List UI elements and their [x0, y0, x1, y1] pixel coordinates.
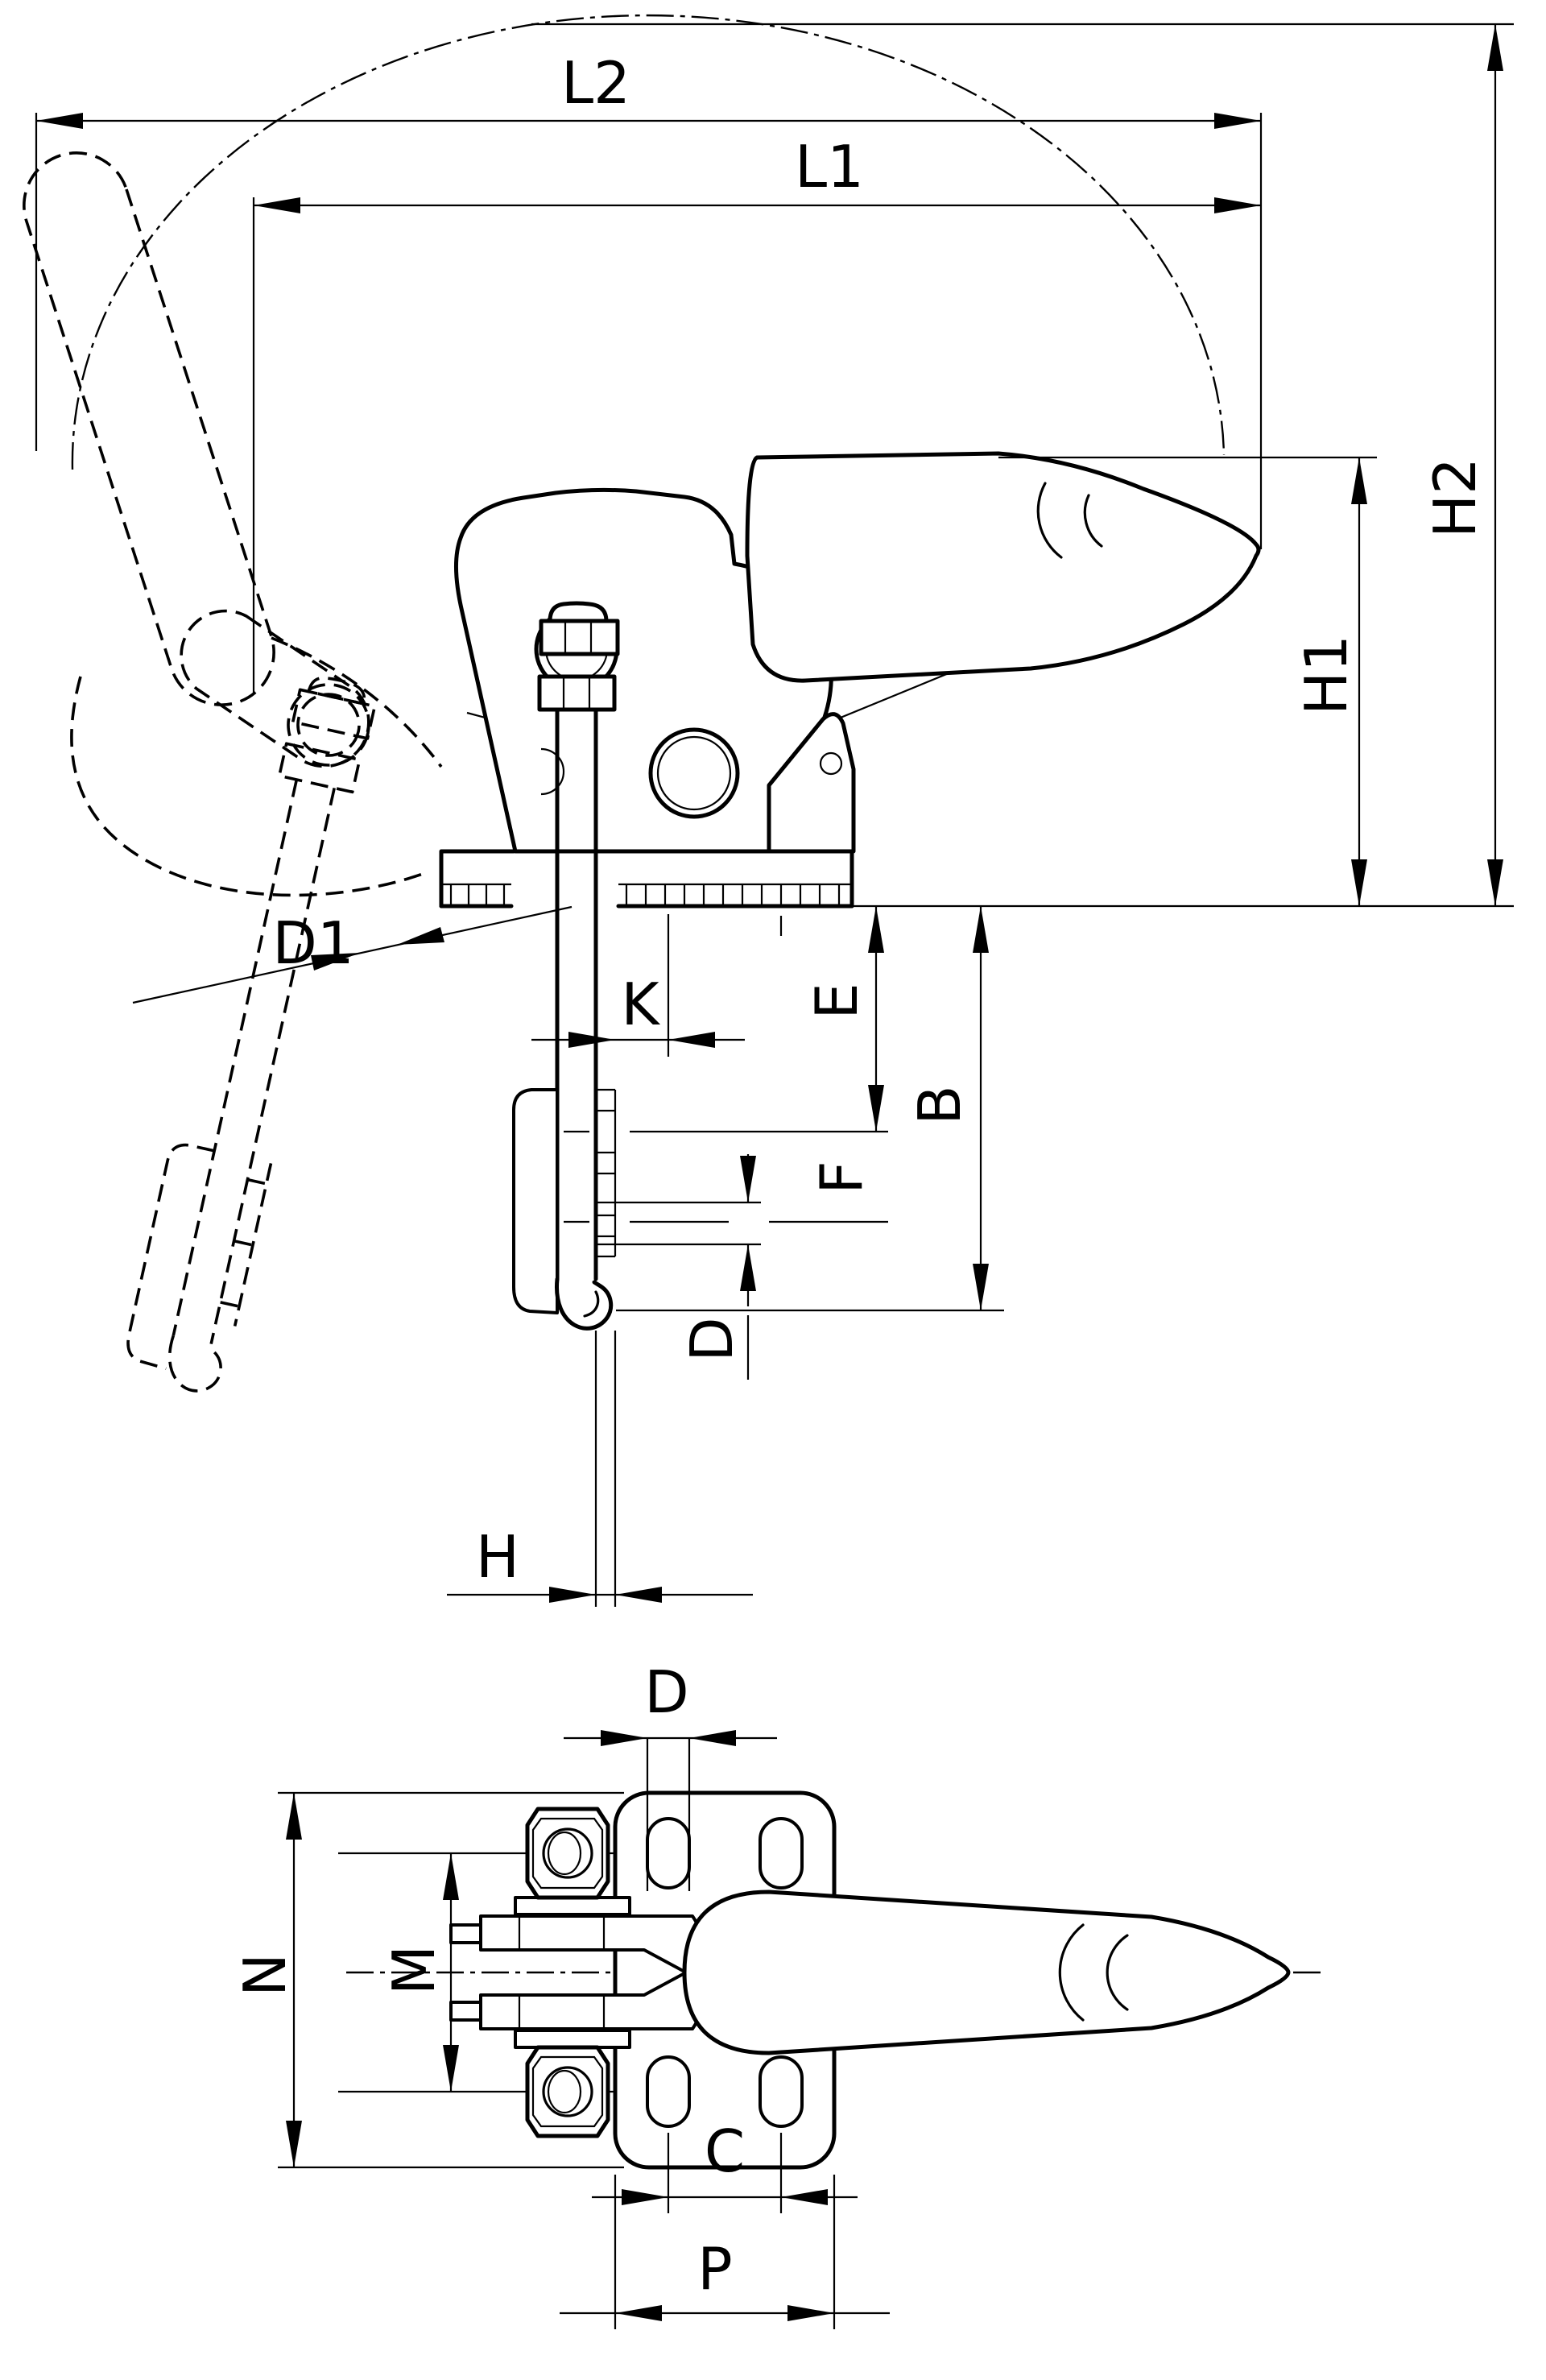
dim-label-d1: D1	[272, 909, 354, 977]
dim-label-n: N	[231, 1953, 299, 1997]
open-position-dashed	[24, 153, 441, 1397]
dim-label-h1: H1	[1292, 635, 1360, 715]
washer-upper	[515, 1898, 630, 1914]
u-bolt-end-upper	[451, 1925, 481, 1943]
dim-label-h: H	[475, 1523, 520, 1591]
top-view	[231, 1658, 1321, 2329]
slot-bottom-left	[647, 2057, 689, 2126]
hook-bar	[514, 1090, 557, 1313]
slot-bottom-right	[760, 2057, 802, 2126]
handle-side	[747, 453, 1259, 681]
dim-label-m: M	[380, 1944, 448, 1996]
hex-nut-upper	[541, 621, 618, 654]
thread-ladder	[596, 1090, 615, 1256]
handle-top	[684, 1892, 1288, 2053]
open-lever-sweep-1	[72, 677, 423, 896]
dim-label-l2: L2	[561, 49, 630, 117]
handle-swing-arc	[72, 15, 1224, 470]
dim-label-c: C	[704, 2117, 746, 2185]
u-bolt-end-lower	[451, 2002, 481, 2020]
f-extension-lines	[596, 1202, 761, 1244]
dim-label-e: E	[803, 983, 870, 1020]
open-link	[181, 611, 369, 767]
dim-label-h2: H2	[1421, 457, 1489, 538]
cap-dome	[550, 603, 606, 621]
hex-nut-lower	[539, 677, 614, 710]
dim-label-f: F	[808, 1161, 875, 1194]
dimension-labels-side	[272, 49, 1489, 1591]
slot-top-left	[647, 1819, 689, 1888]
h-extension-lines	[596, 1331, 615, 1607]
dim-label-k: K	[621, 971, 659, 1038]
side-view	[24, 15, 1514, 1607]
dim-label-d-top: D	[644, 1658, 689, 1726]
dim-label-p: P	[697, 2235, 733, 2303]
serration-ticks	[451, 884, 839, 906]
pivot-circle	[651, 730, 738, 817]
open-handle	[24, 153, 274, 705]
open-spindle	[120, 666, 378, 1397]
hook-end-inner	[585, 1292, 598, 1316]
dim-label-l1: L1	[795, 133, 864, 201]
base-plate-side	[441, 851, 852, 906]
dim-label-b: B	[906, 1085, 973, 1125]
washer-lower	[515, 2030, 630, 2047]
rod-center-ticks	[564, 1132, 589, 1222]
dim-label-d-side: D	[678, 1317, 746, 1362]
slot-top-right	[760, 1819, 802, 1888]
hook-end	[556, 1279, 610, 1328]
